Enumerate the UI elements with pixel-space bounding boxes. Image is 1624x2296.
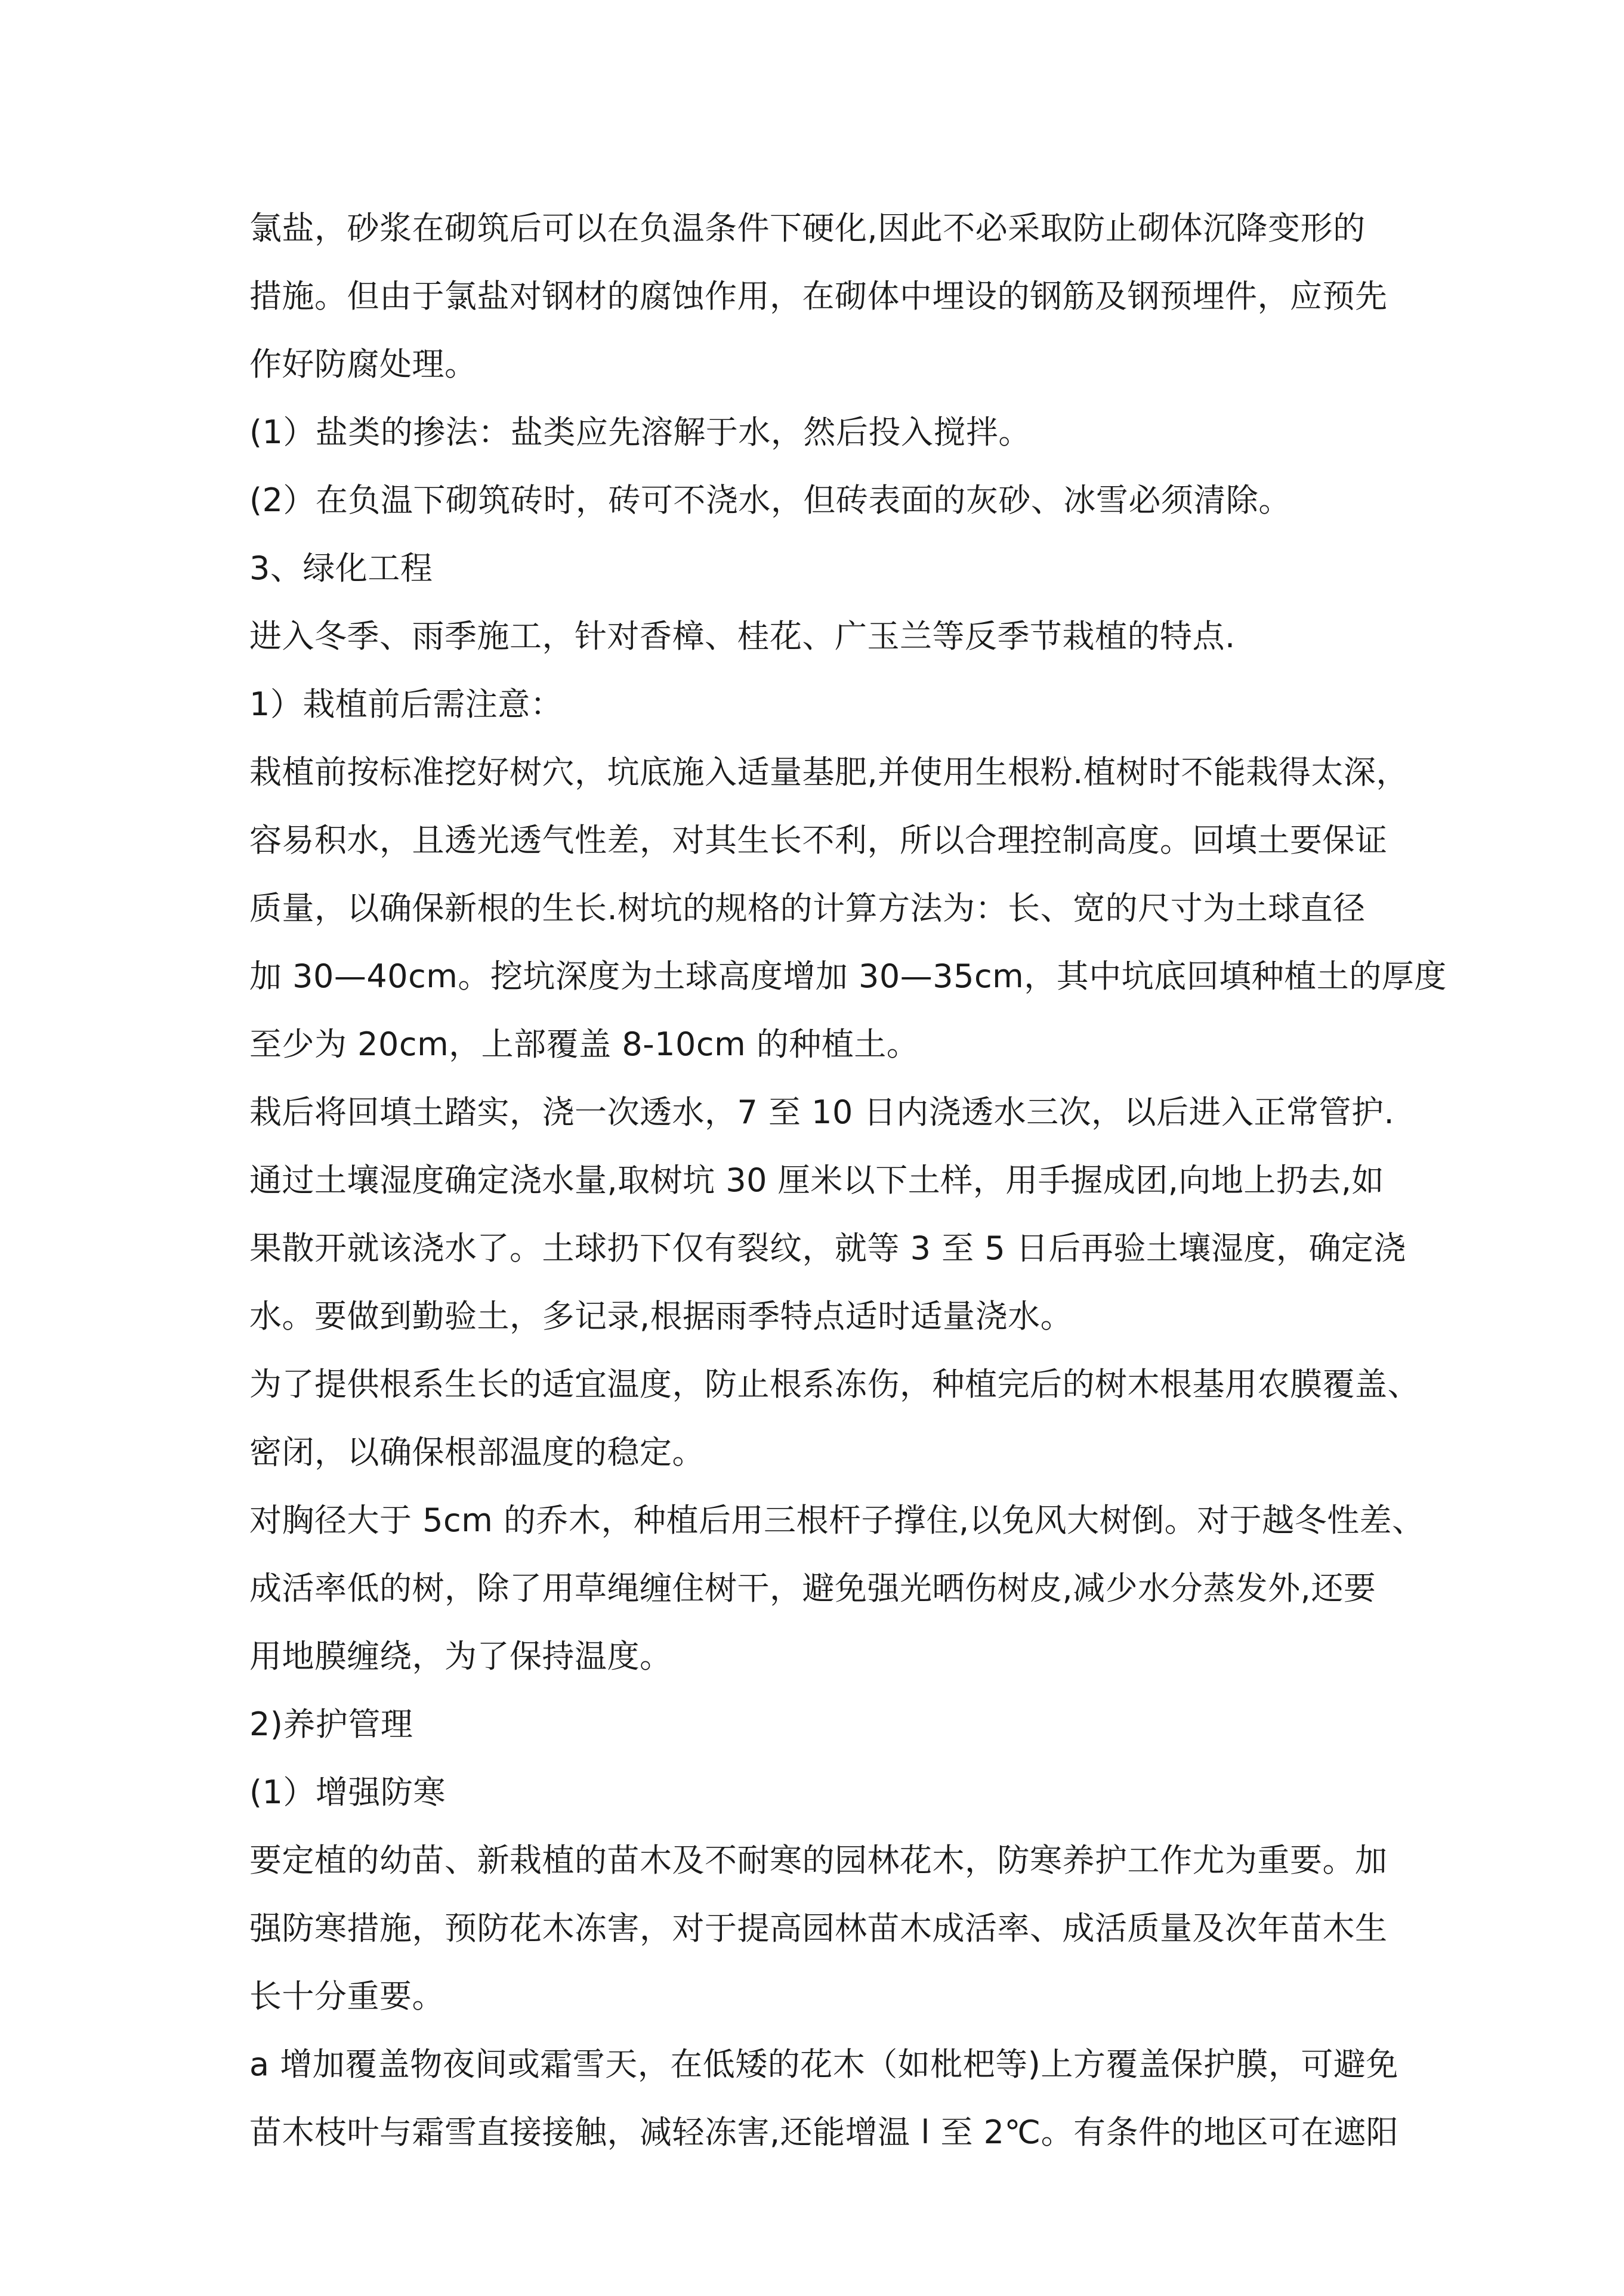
text-line: 栽后将回填土踏实，浇一次透水，7 至 10 日内浇透水三次，以后进入正常管护. [249, 1093, 1395, 1131]
text-line: 氯盐，砂浆在砌筑后可以在负温条件下硬化,因此不必采取防止砌体沉降变形的 [249, 209, 1366, 247]
text-line: 加 30—40cm。挖坑深度为土球高度增加 30—35cm，其中坑底回填种植土的厚度 [249, 957, 1447, 995]
text-line: a 增加覆盖物夜间或霜雪天，在低矮的花木（如枇杷等)上方覆盖保护膜，可避免 [249, 2045, 1398, 2083]
item-heading: (1）增强防寒 [249, 1773, 446, 1811]
subsection-heading: 1）栽植前后需注意： [249, 685, 563, 723]
section-heading: 3、绿化工程 [249, 549, 433, 587]
subsection-heading: 2)养护管理 [249, 1705, 413, 1743]
text-line: 质量，以确保新根的生长.树坑的规格的计算方法为：长、宽的尺寸为土球直径 [249, 889, 1366, 927]
text-line: 水。要做到勤验土，多记录,根据雨季特点适时适量浇水。 [249, 1297, 1073, 1335]
text-line: 成活率低的树，除了用草绳缠住树干，避免强光晒伤树皮,减少水分蒸发外,还要 [249, 1569, 1376, 1607]
text-line: 长十分重要。 [249, 1977, 444, 2015]
text-line: 作好防腐处理。 [249, 345, 477, 383]
text-line: 苗木枝叶与霜雪直接接触，减轻冻害,还能增温 l 至 2℃。有条件的地区可在遮阳 [249, 2113, 1399, 2151]
text-line: 用地膜缠绕，为了保持温度。 [249, 1637, 672, 1675]
text-line: 果散开就该浇水了。土球扔下仅有裂纹，就等 3 至 5 日后再验土壤湿度，确定浇 [249, 1229, 1406, 1267]
text-line: 为了提供根系生长的适宜温度，防止根系冻伤，种植完后的树木根基用农膜覆盖、 [249, 1365, 1420, 1403]
body-text [249, 194, 1447, 2167]
text-line: 通过土壤湿度确定浇水量,取树坑 30 厘米以下土样，用手握成团,向地上扔去,如 [249, 1161, 1385, 1199]
text-line: 密闭，以确保根部温度的稳定。 [249, 1433, 705, 1471]
text-line: 要定植的幼苗、新栽植的苗木及不耐寒的园林花木，防寒养护工作尤为重要。加 [249, 1841, 1388, 1879]
text-line: (2）在负温下砌筑砖时，砖可不浇水，但砖表面的灰砂、冰雪必须清除。 [249, 481, 1291, 519]
text-line: 容易积水，且透光透气性差，对其生长不利，所以合理控制高度。回填土要保证 [249, 821, 1388, 859]
text-line: (1）盐类的掺法：盐类应先溶解于水，然后投入搅拌。 [249, 413, 1031, 451]
text-line: 对胸径大于 5cm 的乔木，种植后用三根杆子撑住,以免风大树倒。对于越冬性差、 [249, 1501, 1425, 1539]
text-line: 至少为 20cm，上部覆盖 8-10cm 的种植土。 [249, 1025, 919, 1063]
text-line: 进入冬季、雨季施工，针对香樟、桂花、广玉兰等反季节栽植的特点. [249, 617, 1236, 655]
text-line: 措施。但由于氯盐对钢材的腐蚀作用，在砌体中埋设的钢筋及钢预埋件，应预先 [249, 277, 1388, 315]
text-line: 栽植前按标准挖好树穴，坑底施入适量基肥,并使用生根粉.植树时不能栽得太深， [249, 753, 1409, 791]
text-line: 强防寒措施，预防花木冻害，对于提高园林苗木成活率、成活质量及次年苗木生 [249, 1909, 1388, 1947]
